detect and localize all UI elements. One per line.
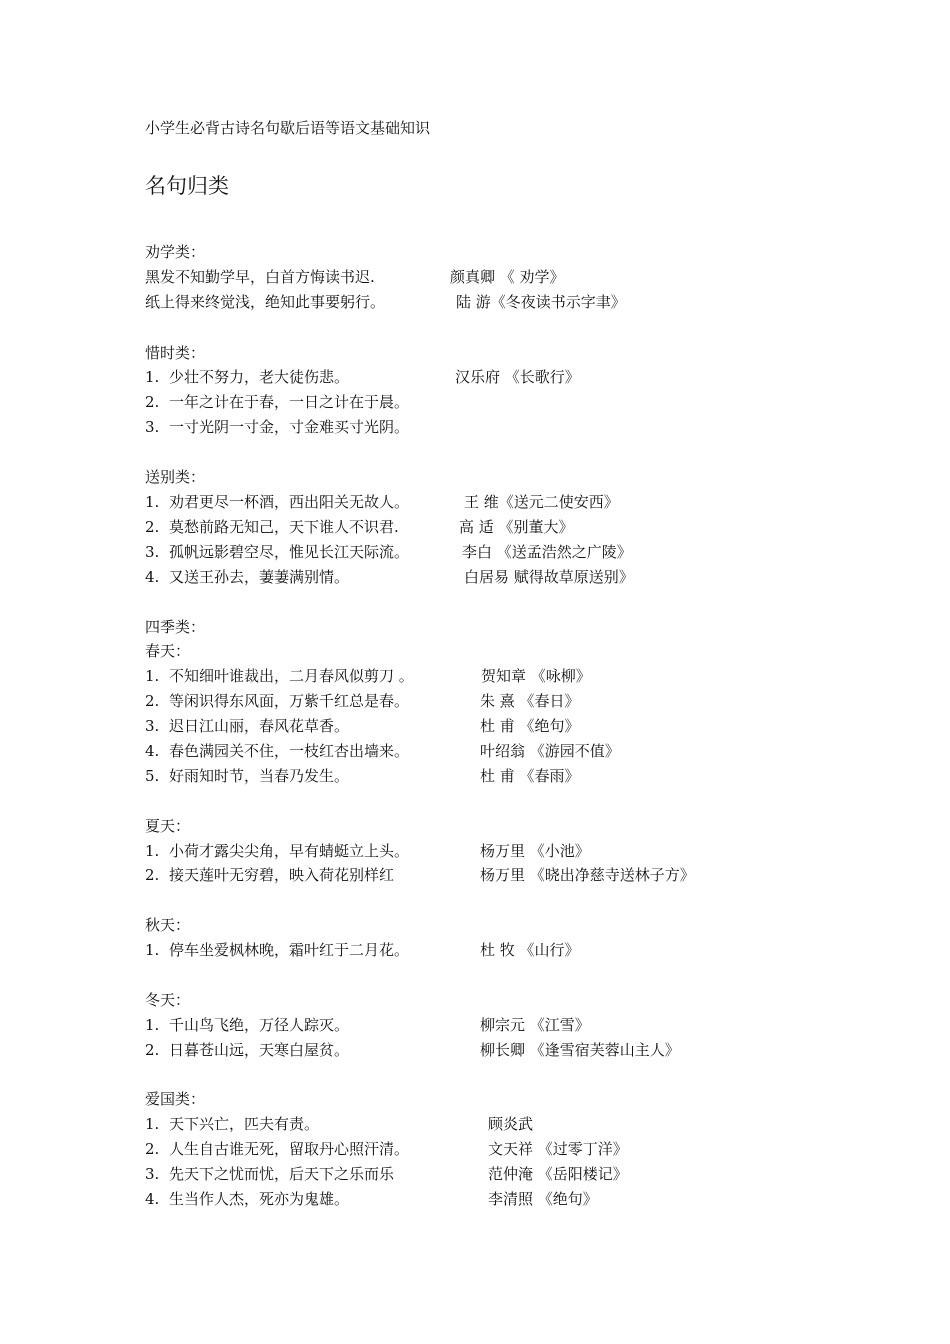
quote-text: 劝君更尽一杯酒，西出阳关无故人。 bbox=[169, 493, 410, 511]
item-number: 2. bbox=[145, 1041, 160, 1059]
item-number: 1. bbox=[145, 842, 160, 860]
quote-source: 杜 甫 《春雨》 bbox=[480, 767, 580, 785]
subcategory-label-winter: 冬天： bbox=[145, 991, 191, 1009]
quote-text: 人生自古谁无死，留取丹心照汗清。 bbox=[169, 1140, 410, 1158]
quote-source: 陆 游《冬夜读书示字聿》 bbox=[456, 293, 626, 311]
quote-line bbox=[145, 939, 580, 961]
quote-source: 文天祥 《过零丁洋》 bbox=[488, 1140, 628, 1158]
item-number: 3. bbox=[145, 717, 160, 735]
item-number: 3. bbox=[145, 543, 160, 561]
quote-line bbox=[145, 1163, 628, 1185]
quote-text: 一年之计在于春，一日之计在于晨。 bbox=[169, 393, 410, 411]
quote-source: 白居易 赋得故草原送别》 bbox=[464, 568, 634, 586]
quote-text: 又送王孙去，萋萋满别情。 bbox=[169, 568, 350, 586]
quote-line bbox=[145, 1138, 628, 1160]
category-label-songbie: 送别类： bbox=[145, 468, 206, 486]
category-label-siji: 四季类： bbox=[145, 618, 206, 636]
quote-text: 生当作人杰，死亦为鬼雄。 bbox=[169, 1190, 350, 1208]
quote-source: 杨万里 《小池》 bbox=[480, 842, 590, 860]
quote-text: 等闲识得东风面，万紫千红总是春。 bbox=[169, 692, 410, 710]
quote-line bbox=[145, 391, 409, 413]
item-number: 3. bbox=[145, 1165, 160, 1183]
item-number: 1. bbox=[145, 368, 160, 386]
quote-source: 顾炎武 bbox=[488, 1115, 534, 1133]
quote-text: 黑发不知勤学早，白首方悔读书迟. bbox=[145, 268, 375, 286]
quote-text: 少壮不努力，老大徒伤悲。 bbox=[169, 368, 350, 386]
quote-text: 纸上得来终觉浅，绝知此事要躬行。 bbox=[145, 293, 386, 311]
quote-source: 李白 《送孟浩然之广陵》 bbox=[462, 543, 632, 561]
quote-text: 先天下之忧而忧，后天下之乐而乐 bbox=[169, 1165, 395, 1183]
document-title: 小学生必背古诗名句歇后语等语文基础知识 bbox=[145, 119, 431, 137]
quote-source: 李清照 《绝句》 bbox=[488, 1190, 598, 1208]
quote-text: 好雨知时节，当春乃发生。 bbox=[169, 767, 350, 785]
quote-text: 孤帆远影碧空尽，惟见长江天际流。 bbox=[169, 543, 410, 561]
item-number: 2. bbox=[145, 1140, 160, 1158]
quote-line bbox=[145, 1188, 598, 1210]
item-number: 4. bbox=[145, 568, 160, 586]
quote-line bbox=[145, 765, 580, 787]
item-number: 1. bbox=[145, 941, 160, 959]
quote-line bbox=[145, 740, 620, 762]
quote-source: 柳宗元 《江雪》 bbox=[480, 1016, 590, 1034]
item-number: 5. bbox=[145, 767, 160, 785]
category-label-xishi: 惜时类： bbox=[145, 344, 206, 362]
category-label-aiguo: 爱国类： bbox=[145, 1090, 206, 1108]
quote-line bbox=[145, 566, 634, 588]
quote-line bbox=[145, 690, 580, 712]
item-number: 1. bbox=[145, 1016, 160, 1034]
quote-text: 千山鸟飞绝，万径人踪灭。 bbox=[169, 1016, 350, 1034]
subcategory-label-summer: 夏天： bbox=[145, 817, 191, 835]
quote-source: 汉乐府 《长歌行》 bbox=[455, 368, 580, 386]
quote-source: 颜真卿 《 劝学》 bbox=[450, 268, 565, 286]
item-number: 4. bbox=[145, 742, 160, 760]
quote-text: 不知细叶谁裁出，二月春风似剪刀 。 bbox=[169, 667, 414, 685]
quote-source: 贺知章 《咏柳》 bbox=[481, 667, 591, 685]
item-number: 1. bbox=[145, 667, 160, 685]
quote-line bbox=[145, 491, 619, 513]
quote-line bbox=[145, 1039, 680, 1061]
quote-line bbox=[145, 266, 565, 288]
quote-source: 叶绍翁 《游园不值》 bbox=[480, 742, 620, 760]
quote-text: 春色满园关不住，一枝红杏出墙来。 bbox=[169, 742, 410, 760]
quote-line bbox=[145, 864, 695, 886]
quote-source: 杜 甫 《绝句》 bbox=[480, 717, 580, 735]
quote-source: 柳长卿 《逢雪宿芙蓉山主人》 bbox=[480, 1041, 680, 1059]
quote-text: 迟日江山丽，春风花草香。 bbox=[169, 717, 350, 735]
quote-line bbox=[145, 840, 590, 862]
item-number: 1. bbox=[145, 493, 160, 511]
quote-line bbox=[145, 665, 591, 687]
quote-source: 范仲淹 《岳阳楼记》 bbox=[488, 1165, 628, 1183]
quote-text: 天下兴亡，匹夫有责。 bbox=[169, 1115, 320, 1133]
quote-text: 一寸光阴一寸金，寸金难买寸光阴。 bbox=[169, 418, 410, 436]
quote-line bbox=[145, 366, 580, 388]
item-number: 2. bbox=[145, 393, 160, 411]
item-number: 4. bbox=[145, 1190, 160, 1208]
item-number: 1. bbox=[145, 1115, 160, 1133]
section-heading: 名句归类 bbox=[145, 174, 229, 198]
quote-line bbox=[145, 541, 632, 563]
quote-source: 朱 熹 《春日》 bbox=[480, 692, 580, 710]
quote-source: 杜 牧 《山行》 bbox=[480, 941, 580, 959]
item-number: 2. bbox=[145, 518, 160, 536]
item-number: 2. bbox=[145, 692, 160, 710]
quote-source: 王 维《送元二使安西》 bbox=[464, 493, 619, 511]
quote-source: 杨万里 《晓出净慈寺送林子方》 bbox=[480, 866, 695, 884]
quote-text: 接天莲叶无穷碧，映入荷花别样红 bbox=[169, 866, 395, 884]
quote-line bbox=[145, 291, 626, 313]
subcategory-label-spring: 春天： bbox=[145, 642, 191, 660]
quote-line bbox=[145, 715, 580, 737]
subcategory-label-autumn: 秋天： bbox=[145, 916, 191, 934]
quote-text: 日暮苍山远，天寒白屋贫。 bbox=[169, 1041, 350, 1059]
quote-text: 停车坐爱枫林晚，霜叶红于二月花。 bbox=[169, 941, 410, 959]
quote-line bbox=[145, 416, 409, 438]
item-number: 3. bbox=[145, 418, 160, 436]
category-label-quanxue: 劝学类： bbox=[145, 243, 206, 261]
item-number: 2. bbox=[145, 866, 160, 884]
quote-line bbox=[145, 1113, 534, 1135]
quote-text: 莫愁前路无知己，天下谁人不识君. bbox=[169, 518, 399, 536]
quote-line bbox=[145, 1014, 590, 1036]
quote-source: 高 适 《别董大》 bbox=[459, 518, 574, 536]
quote-text: 小荷才露尖尖角，早有蜻蜓立上头。 bbox=[169, 842, 410, 860]
quote-line bbox=[145, 516, 574, 538]
